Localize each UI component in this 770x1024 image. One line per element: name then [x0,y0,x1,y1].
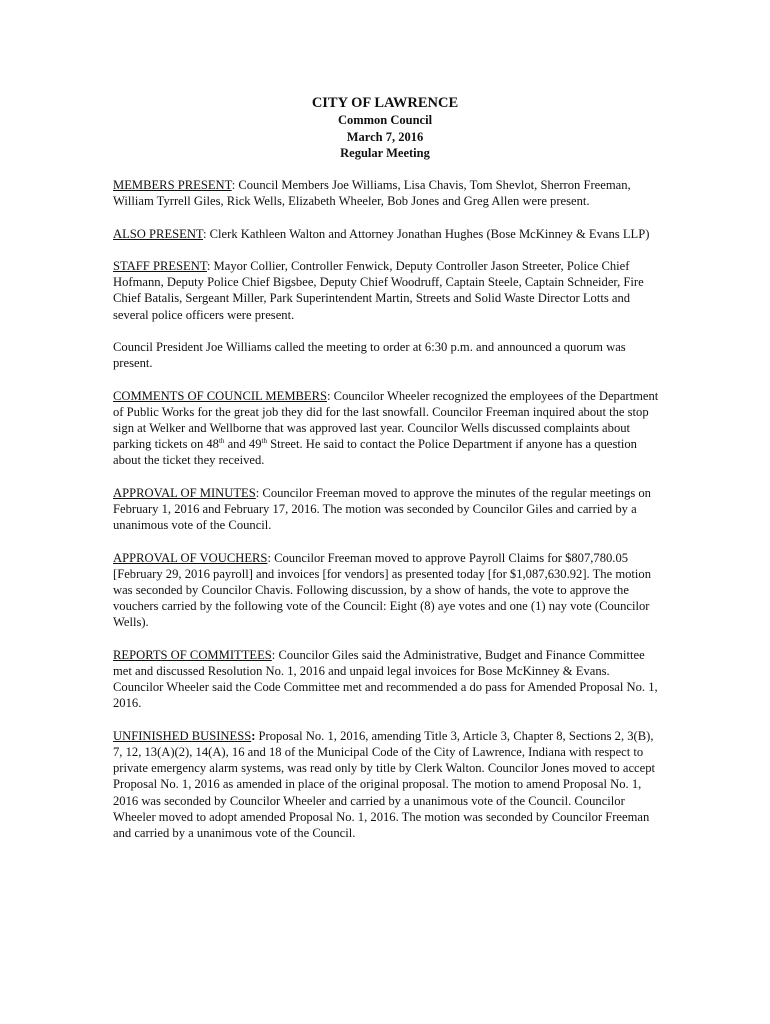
minutes-approval-text: : Councilor Freeman moved to approve the minutes of the regular meetings on February 1, 2016 and February 17, 2016. The motion was seconded by Councilor Giles and carried by a unanimous vote of the Council. [113,485,651,533]
minutes-approval-paragraph [113,485,661,534]
comments-text-a: : Councilor Wheeler recognized the employees of the Department of Public Works for the great job they did for the last snowfall. Councilor Freeman inquired about the stop sign at Welker and Wellborne that was approved last year. Councilor Wells discussed complaints about parking tickets on 48 [113,388,659,452]
staff-present-paragraph [113,258,661,323]
staff-present-label: STAFF PRESENT [113,258,207,273]
vouchers-label: APPROVAL OF VOUCHERS [113,550,268,565]
call-to-order-text: Council President Joe Williams called the meeting to order at 6:30 p.m. and announced a quorum was present. [113,339,626,371]
vouchers-paragraph [113,550,661,631]
comments-text-b: and 49 [224,437,262,452]
document-title: CITY OF LAWRENCE [311,95,459,111]
minutes-body [113,177,661,857]
meeting-date: March 7, 2016 [346,129,424,144]
committees-label: REPORTS OF COMMITTEES [113,647,272,662]
ordinal-suffix: th [218,437,225,446]
minutes-approval-label: APPROVAL OF MINUTES [113,485,256,500]
document-header [0,94,770,162]
committees-text: : Councilor Giles said the Administrative, Budget and Finance Committee met and discussed Resolution No. 1, 2016 and unpaid legal invoices for Bose McKinney & Evans. Councilor Wheeler said the Code Committee met and recommended a do pass for Amended Proposal No. 1, 2016. [113,647,658,711]
call-to-order-paragraph [113,339,661,371]
meeting-type: Regular Meeting [340,146,430,160]
council-name: Common Council [337,113,433,127]
comments-text-c: Street. He said to contact the Police Department if anyone has a question about the ticket they received. [113,437,637,468]
also-present-paragraph [113,226,661,242]
ordinal-suffix: th [261,437,267,446]
comments-label: COMMENTS OF COUNCIL MEMBERS [113,388,328,403]
unfinished-business-text: Proposal No. 1, 2016, amending Title 3, Article 3, Chapter 8, Sections 2, 3(B), 7, 12, 13(A)(2), 14(A), 16 and 18 of the Municipal Code of the City of Lawrence, Indiana with respect to private emergency alarm systems, was read only by title by Clerk Walton. Councilor Jones moved to accept Proposal No. 1, 2016 as amended in place of the original proposal. The motion to amend Proposal No. 1, 2016 was seconded by Councilor Wheeler and carried by a unanimous vote of the Council. Councilor Wheeler moved to adopt amended Proposal No. 1, 2016. The motion was seconded by Councilor Freeman and carried by a unanimous vote of the Council. [113,728,656,840]
staff-present-text: : Mayor Collier, Controller Fenwick, Deputy Controller Jason Streeter, Police Chief Hofmann, Deputy Police Chief Bigsbee, Deputy Chief Woodruff, Captain Steele, Captain Schneider, Fire Chief Batalis, Sergeant Miller, Park Superintendent Martin, Streets and Solid Waste Director Lotts and several police officers were present. [113,258,644,322]
committees-paragraph [113,647,661,712]
unfinished-business-colon: : [251,728,256,743]
vouchers-text: : Councilor Freeman moved to approve Payroll Claims for $807,780.05 [February 29, 2016 payroll] and invoices [for vendors] as presented today [for $1,087,630.92]. The motion was seconded by Councilor Chavis. Following discussion, by a show of hands, the vote to approve the vouchers carried by the following vote of the Council: Eight (8) aye votes and one (1) nay vote (Councilor Wells). [113,550,652,630]
comments-paragraph [113,388,661,469]
members-present-paragraph [113,177,661,209]
unfinished-business-label: UNFINISHED BUSINESS [113,728,252,743]
members-present-label: MEMBERS PRESENT [113,178,232,192]
members-present-text: : Council Members Joe Williams, Lisa Chavis, Tom Shevlot, Sherron Freeman, William Tyrrell Giles, Rick Wells, Elizabeth Wheeler, Bob Jones and Greg Allen were present. [113,178,631,209]
also-present-text: : Clerk Kathleen Walton and Attorney Jonathan Hughes (Bose McKinney & Evans LLP) [203,226,650,241]
unfinished-business-paragraph [113,728,661,841]
also-present-label: ALSO PRESENT [113,226,203,241]
